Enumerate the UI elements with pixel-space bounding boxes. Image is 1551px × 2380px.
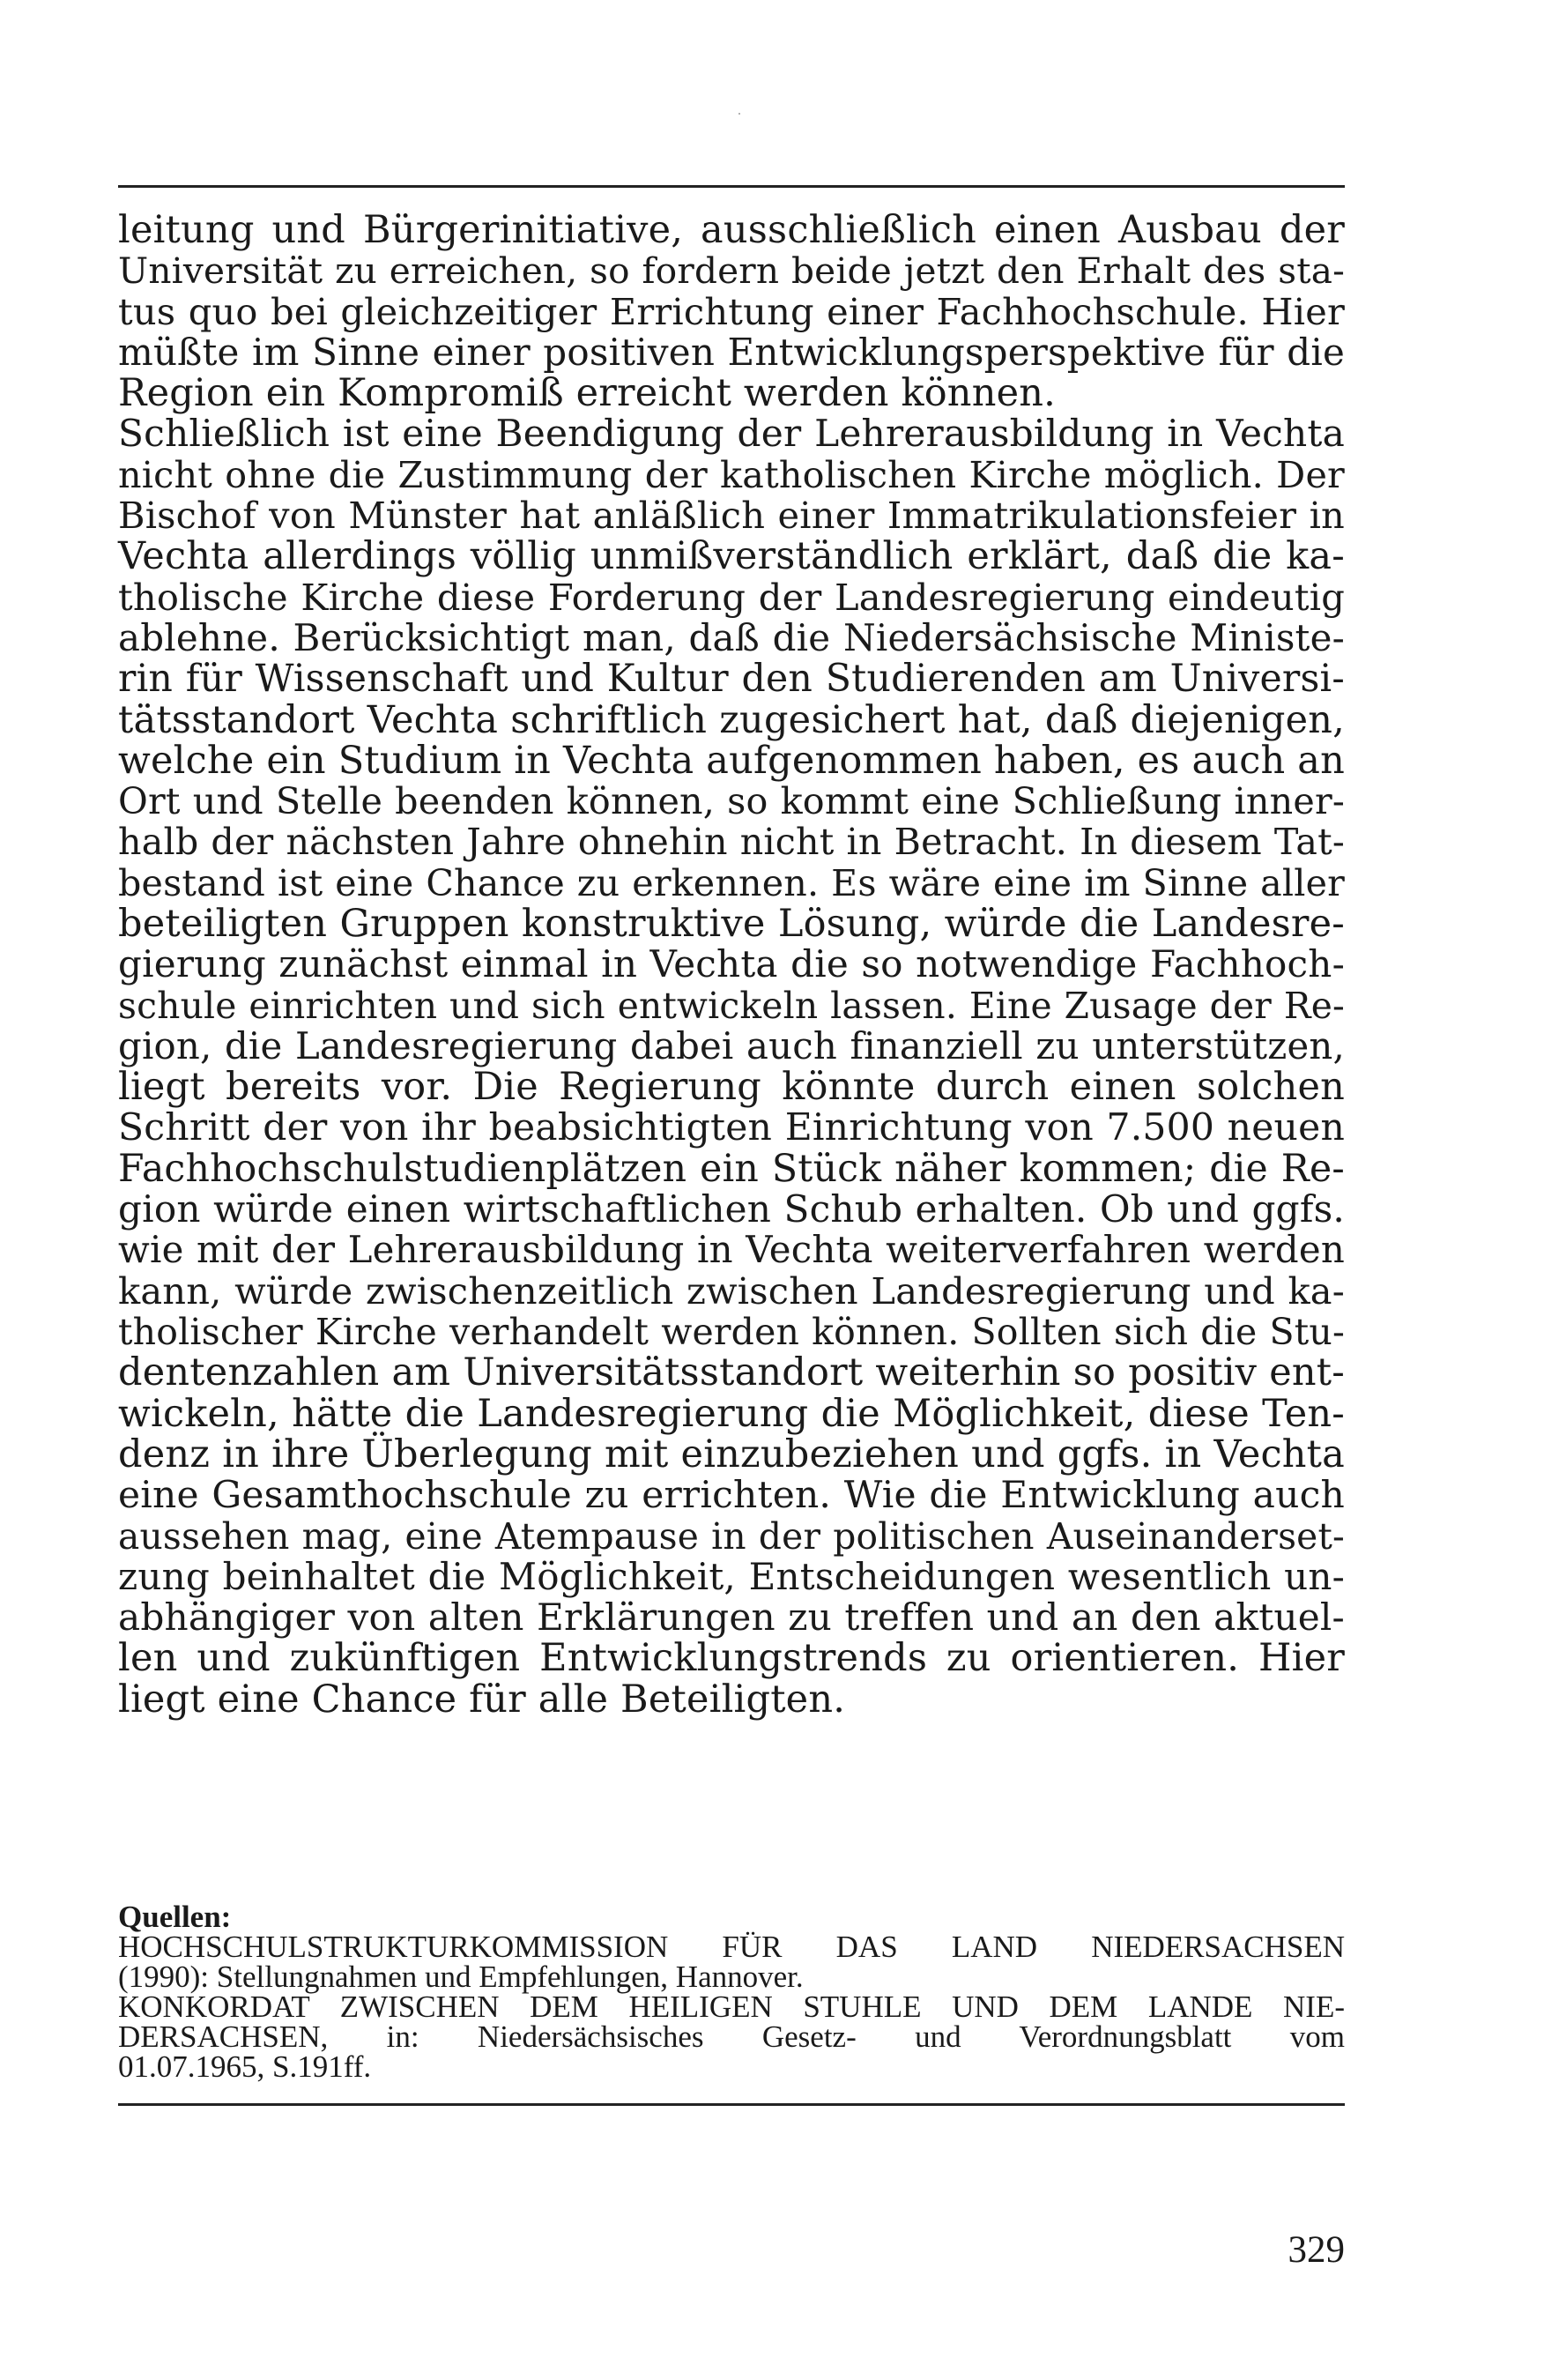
page-number: 329 (1288, 2229, 1345, 2271)
body-line: kann, würde zwischenzeitlich zwischen Landesregierung und ka- (118, 1268, 1345, 1313)
body-line: abhängiger von alten Erklärungen zu treffen und an den aktuel- (118, 1595, 1345, 1640)
body-line: gion, die Landesregierung dabei auch finanziell zu unterstützen, (118, 1023, 1345, 1067)
body-line: bestand ist eine Chance zu erkennen. Es wäre eine im Sinne aller (118, 861, 1345, 904)
source-line: (1990): Stellungnahmen und Empfehlungen, Hannover. (118, 1960, 804, 1994)
body-line: zung beinhaltet die Möglichkeit, Entscheidungen wesentlich un- (118, 1554, 1345, 1598)
body-line: Schließlich ist eine Beendigung der Lehrerausbildung in Vechta (118, 412, 1345, 456)
body-line: wie mit der Lehrerausbildung in Vechta weiterverfahren werden (118, 1228, 1345, 1272)
body-line: müßte im Sinne einer positiven Entwicklungsperspektive für die (118, 330, 1345, 374)
body-line: aussehen mag, eine Atempause in der politischen Auseinanderset- (118, 1514, 1345, 1558)
source-line: HOCHSCHULSTRUKTURKOMMISSION FÜR DAS LAND NIEDERSACHSEN (118, 1930, 1345, 1964)
scan-speck (738, 113, 740, 115)
body-line: tholische Kirche diese Forderung der Landesregierung eindeutig (118, 575, 1345, 619)
body-line: rin für Wissenschaft und Kultur den Studierenden am Universi- (118, 657, 1345, 702)
body-line: dentenzahlen am Universitätsstandort weiterhin so positiv ent- (118, 1350, 1345, 1395)
body-line: Schritt der von ihr beabsichtigten Einrichtung von 7.500 neuen (118, 1105, 1345, 1149)
body-line: Fachhochschulstudienplätzen ein Stück näher kommen; die Re- (118, 1146, 1345, 1191)
body-line: wickeln, hätte die Landesregierung die Möglichkeit, diese Ten- (118, 1391, 1345, 1436)
body-text (118, 210, 1345, 1720)
body-line: eine Gesamthochschule zu errichten. Wie die Entwicklung auch (118, 1473, 1345, 1517)
sources-heading: Quellen: (118, 1900, 232, 1934)
body-line: leitung und Bürgerinitiative, ausschließlich einen Ausbau der (118, 208, 1345, 252)
body-line: tus quo bei gleichzeitiger Errichtung einer Fachhochschule. Hier (118, 289, 1345, 333)
source-line: 01.07.1965, S.191ff. (118, 2049, 372, 2084)
body-line: Vechta allerdings völlig unmißverständlich erklärt, daß die ka- (118, 534, 1345, 579)
body-line: tätsstandort Vechta schriftlich zugesichert hat, daß diejenigen, (118, 697, 1345, 742)
bottom-rule (118, 2103, 1345, 2106)
body-line: liegt eine Chance für alle Beteiligten. (118, 1677, 846, 1722)
body-line: len und zukünftigen Entwicklungstrends zu orientieren. Hier (118, 1636, 1345, 1681)
body-line: tholischer Kirche verhandelt werden können. Sollten sich die Stu- (118, 1311, 1345, 1354)
body-line: Region ein Kompromiß erreicht werden können. (118, 371, 1057, 416)
body-line: nicht ohne die Zustimmung der katholischen Kirche möglich. Der (118, 453, 1345, 496)
body-line: Bischof von Münster hat anläßlich einer Immatrikulationsfeier in (118, 494, 1345, 538)
body-line: Ort und Stelle beenden können, so kommt eine Schließung inner- (118, 780, 1345, 823)
body-line: welche ein Studium in Vechta aufgenommen haben, es auch an (118, 738, 1345, 783)
body-line: ablehne. Berücksichtigt man, daß die Niedersächsische Ministe- (118, 615, 1345, 659)
body-line: denz in ihre Überlegung mit einzubeziehen und ggfs. in Vechta (118, 1432, 1345, 1476)
body-line: beteiligten Gruppen konstruktive Lösung, würde die Landesre- (118, 902, 1345, 947)
body-line: gion würde einen wirtschaftlichen Schub erhalten. Ob und ggfs. (118, 1187, 1345, 1231)
body-line: schule einrichten und sich entwickeln lassen. Eine Zusage der Re- (118, 984, 1345, 1027)
body-line: gierung zunächst einmal in Vechta die so notwendige Fachhoch- (118, 942, 1345, 986)
source-line: DERSACHSEN, in: Niedersächsisches Gesetz- und Verordnungsblatt vom (118, 2019, 1345, 2054)
source-line: KONKORDAT ZWISCHEN DEM HEILIGEN STUHLE UND DEM LANDE NIE- (118, 1990, 1345, 2024)
body-line: Universität zu erreichen, so fordern beide jetzt den Erhalt des sta- (118, 249, 1345, 293)
body-line: liegt bereits vor. Die Regierung könnte durch einen solchen (118, 1065, 1345, 1110)
body-line: halb der nächsten Jahre ohnehin nicht in Betracht. In diesem Tat- (118, 821, 1345, 864)
top-rule (118, 185, 1345, 188)
sources-section (118, 1902, 1345, 2082)
